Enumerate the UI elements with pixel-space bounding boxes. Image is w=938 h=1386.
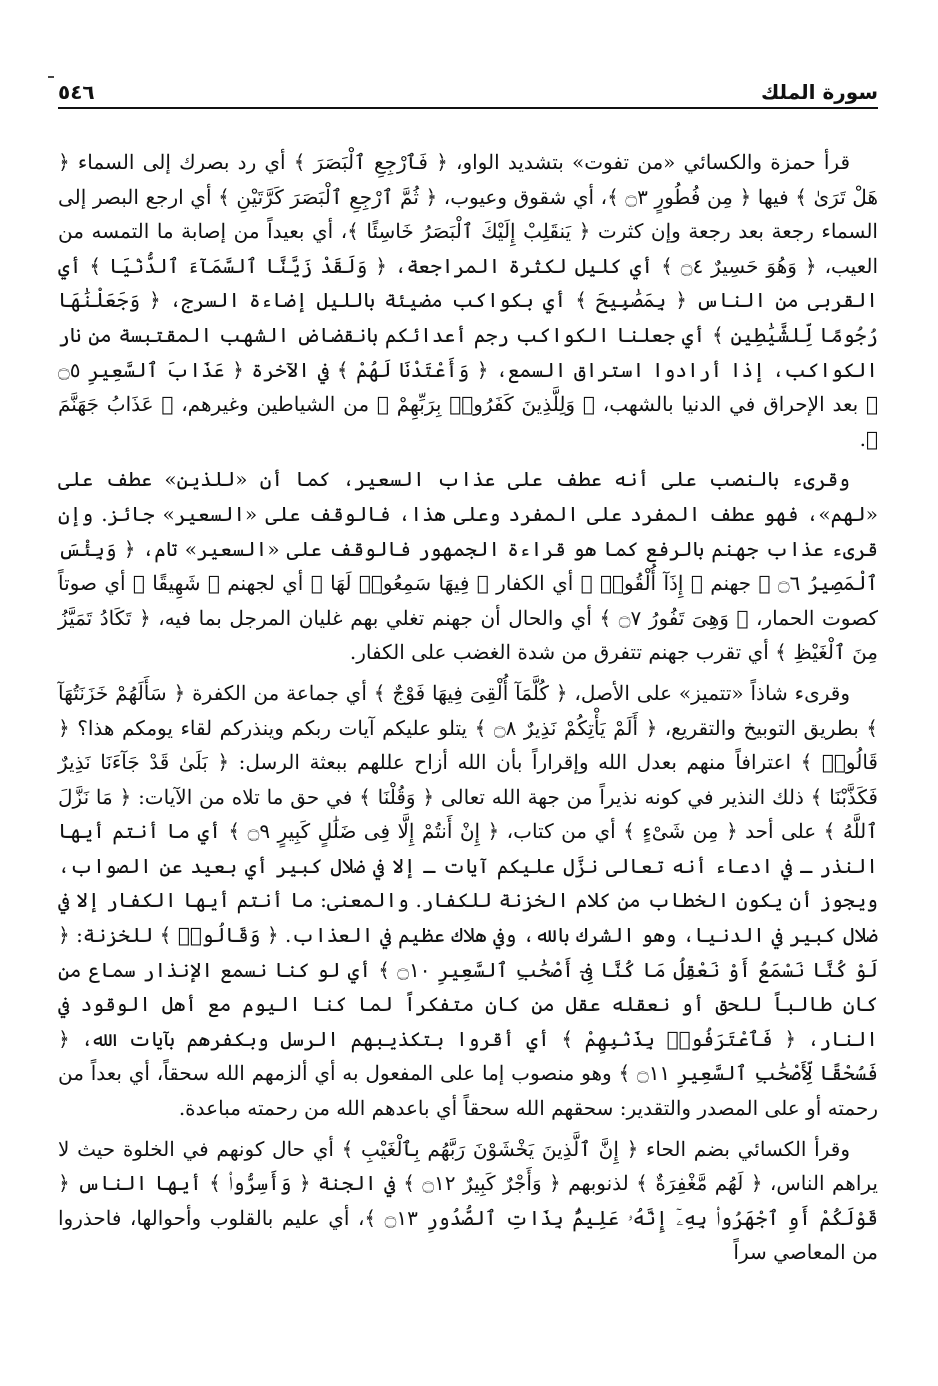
book-page [58,70,878,1370]
page-header [58,70,878,109]
paragraph: وقرأ الكسائي بضم الحاء ﴿ إِنَّ ٱلَّذِينَ يَخْشَوْنَ رَبَّهُم بِٱلْغَيْبِ ﴾ أي حال كونهم في الخلوة حيث لا يراهم الناس، ﴿ لَهُم مَّغْفِرَةٌ ﴾ لذنوبهم ﴿ وَأَجْرٌ كَبِيرٌ ۝١٢ ﴾ في الجنة ﴿ وَأَسِرُّوا۟ ﴾ أيها الناس ﴿ قَوْلَكُمْ أَوِ ٱجْهَرُوا۟ بِهِۦٓ إِنَّهُۥ عَلِيمٌۢ بِذَاتِ ٱلصُّدُورِ ۝١٣ ﴾، أي عليم بالقلوب وأحوالها، فاحذروا من المعاصي سراً [58,1136,878,1265]
paragraph: قرأ حمزة والكسائي «من تفوت» بتشديد الواو، ﴿ فَٱرْجِعِ ٱلْبَصَرَ ﴾ أي رد بصرك إلى السماء ﴿ هَلْ تَرَىٰ ﴾ فيها ﴿ مِن فُطُورٍ ۝٣ ﴾، أي شقوق وعيوب، ﴿ ثُمَّ ٱرْجِعِ ٱلْبَصَرَ كَرَّتَيْنِ ﴾ أي ارجع البصر إلى السماء رجعة بعد رجعة وإن كثرت ﴿ يَنقَلِبْ إِلَيْكَ ٱلْبَصَرُ خَاسِئًا ﴾، أي بعيداً من إصابة ما التمسه من العيب، ﴿ وَهُوَ حَسِيرٌ ۝٤ ﴾ أي كليل لكثرة المراجعة، ﴿ وَلَقَدْ زَيَّنَّا ٱلسَّمَآءَ ٱلدُّنْيَا ﴾ أي القربى من الناس ﴿ بِمَصَٰبِيحَ ﴾ أي بكواكب مضيئة بالليل إضاءة السرج، ﴿ وَجَعَلْنَٰهَا رُجُومًا لِّلشَّيَٰطِينِ ﴾ أي جعلنا الكواكب رجم أعدائكم بانقضاض الشهب المقتبسة من نار الكواكب، إذا أرادوا استراق السمع، ﴿ وَأَعْتَدْنَا لَهُمْ ﴾ في الآخرة ﴿ عَذَابَ ٱلسَّعِيرِ ۝٥ ﴾ بعد الإحراق في الدنيا بالشهب، ﴿ وَلِلَّذِينَ كَفَرُوا۟ بِرَبِّهِمْ ﴾ من الشياطين وغيرهم، ﴿ عَذَابُ جَهَنَّمَ ﴾. [58,150,878,451]
paragraph: وقرىء شاذاً «تتميز» على الأصل، ﴿ كُلَّمَآ أُلْقِىَ فِيهَا فَوْجٌ ﴾ أي جماعة من الكفرة ﴿ سَأَلَهُمْ خَزَنَتُهَآ ﴾ بطريق التوبيخ والتقريع، ﴿ أَلَمْ يَأْتِكُمْ نَذِيرٌ ۝٨ ﴾ يتلو عليكم آيات ربكم وينذركم لقاء يومكم هذا؟ ﴿ قَالُوا۟ ﴾ اعترافاً منهم بعدل الله وإقراراً بأن الله أزاح عللهم ببعثة الرسل: ﴿ بَلَىٰ قَدْ جَآءَنَا نَذِيرٌ فَكَذَّبْنَا ﴾ ذلك النذير في كونه نذيراً من جهة الله تعالى ﴿ وَقُلْنَا ﴾ في حق ما تلاه من الآيات: ﴿ مَا نَزَّلَ ٱللَّهُ ﴾ على أحد ﴿ مِن شَىْءٍ ﴾ أي من كتاب، ﴿ إِنْ أَنتُمْ إِلَّا فِى ضَلَٰلٍ كَبِيرٍ ۝٩ ﴾ أي ما أنتم أيها النذر ـ في ادعاء أنه تعالى نزَّل عليكم آيات ـ إلا في ضلال كبير أي بعيد عن الصواب، ويجوز أن يكون الخطاب من كلام الخزنة للكفار. والمعنى: ما أنتم أيها الكفار إلا في ضلال كبير في الدنيا، وهو الشرك بالله، وفي هلاك عظيم في العذاب. ﴿ وَقَالُوا۟ ﴾ للخزنة: ﴿ لَوْ كُنَّا نَسْمَعُ أَوْ نَعْقِلُ مَا كُنَّا فِىٓ أَصْحَٰبِ ٱلسَّعِيرِ ۝١٠ ﴾ أي لو كنا نسمع الإنذار سماع من كان طالباً للحق أو نعقله عقل من كان متفكراً لما كنا اليوم مع أهل الوقود في النار، ﴿ فَٱعْتَرَفُوا۟ بِذَنۢبِهِمْ ﴾ أي أقروا بتكذيبهم الرسل وبكفرهم بآيات الله، ﴿ فَسُحْقًا لِّأَصْحَٰبِ ٱلسَّعِيرِ ۝١١ ﴾ وهو منصوب إما على المفعول به أي ألزمهم الله سحقاً، أي بعداً من رحمته أو على المصدر والتقدير: سحقهم الله سحقاً أي باعدهم الله من رحمته مباعدة. [58,680,879,1121]
margin-mark [48,76,54,78]
page-body [58,145,878,1270]
surah-title: سورة الملك [760,80,878,104]
page-number: ٥٤٦ [58,80,95,104]
paragraph: وقرىء بالنصب على أنه عطف على عذاب السعير، كما أن «للذين» عطف على «لهم»، فهو عطف المفرد على المفرد وعلى هذا، فالوقف على «السعير» جائز. وإن قرىء عذاب جهنم بالرفع كما هو قراءة الجمهور فالوقف على «السعير» تام، ﴿ وَبِئْسَ ٱلْمَصِيرُ ۝٦ ﴾ جهنم ﴿ إِذَآ أُلْقُوا۟ ﴾ أي الكفار ﴿ فِيهَا سَمِعُوا۟ لَهَا ﴾ أي لجهنم ﴿ شَهِيقًا ﴾ أي صوتاً كصوت الحمار، ﴿ وَهِىَ تَفُورُ ۝٧ ﴾ أي والحال أن جهنم تغلي بهم غليان المرجل بما فيه، ﴿ تَكَادُ تَمَيَّزُ مِنَ ٱلْغَيْظِ ﴾ أي تقرب جهنم تتفرق من شدة الغضب على الكفار. [58,467,879,665]
